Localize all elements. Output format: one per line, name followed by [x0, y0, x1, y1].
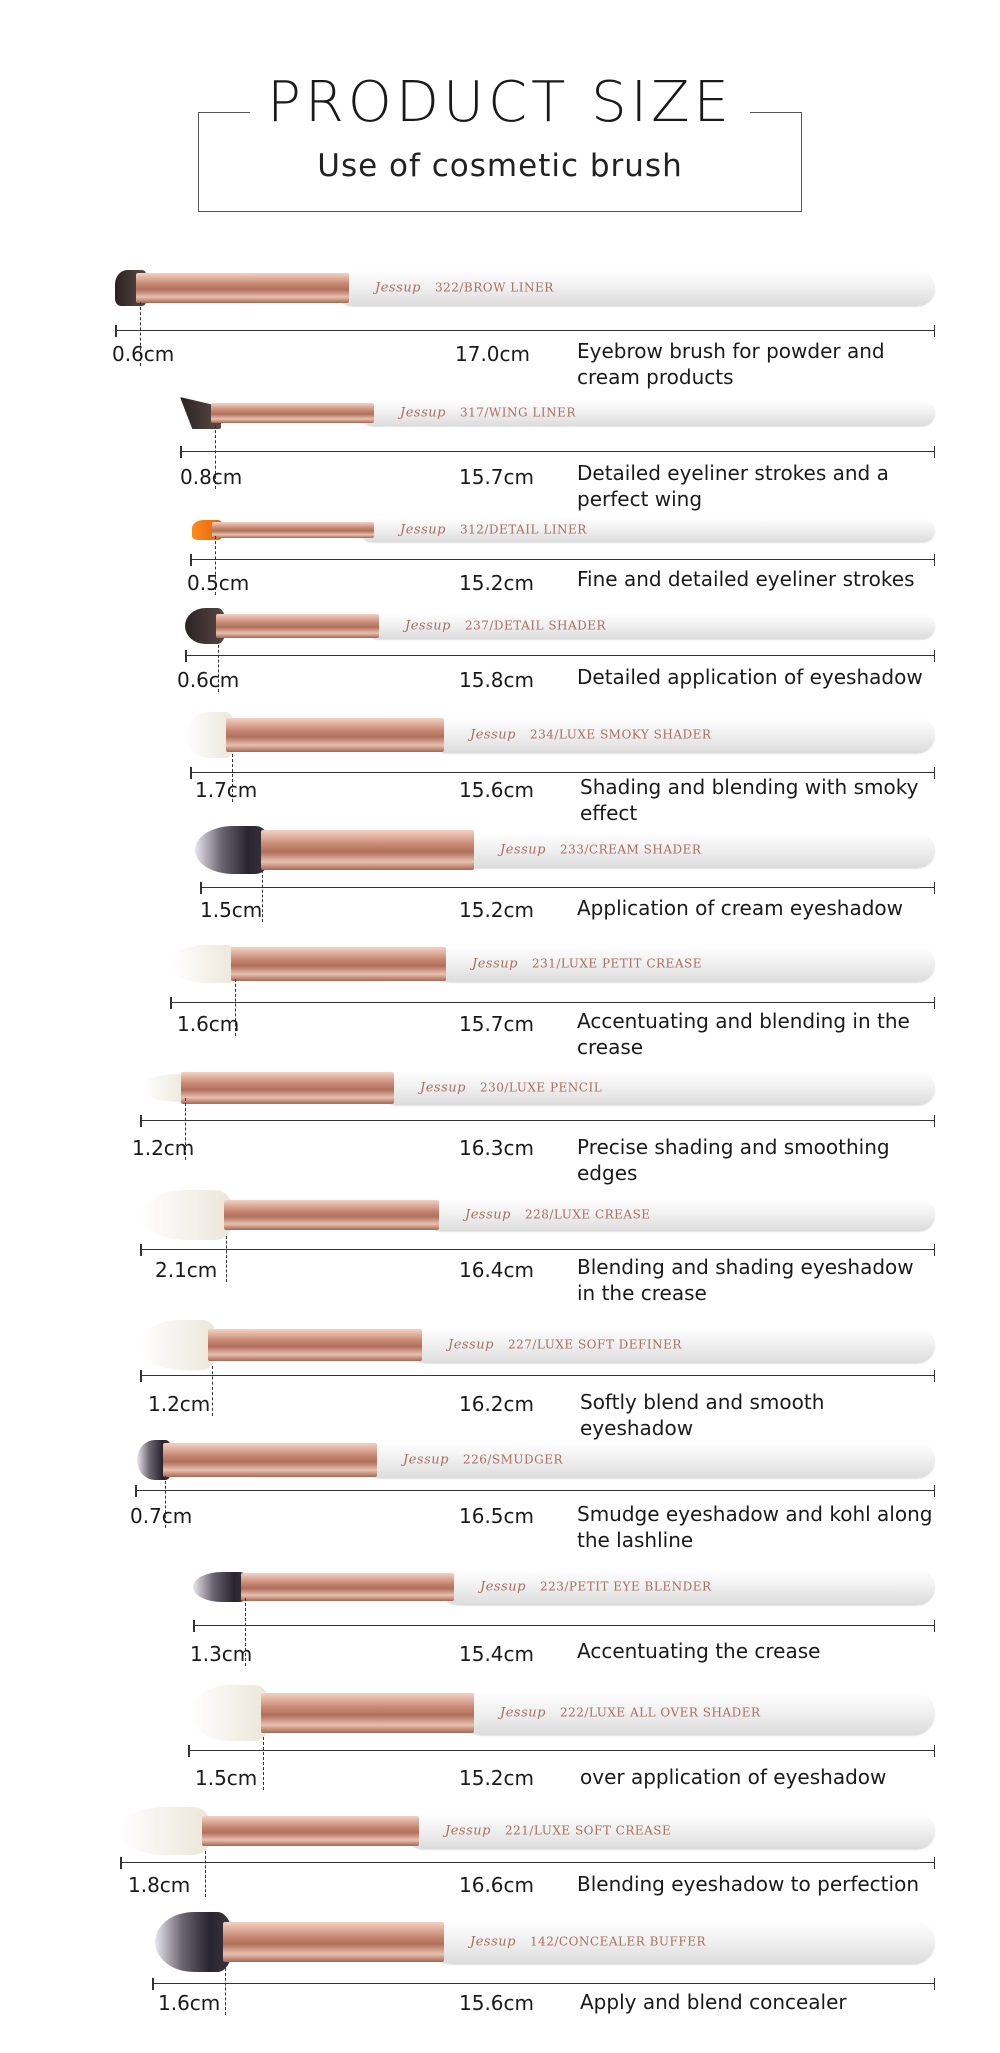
brush-ferrule	[181, 1072, 394, 1104]
brush-ferrule	[208, 1329, 422, 1361]
brush-label	[500, 1706, 761, 1721]
brush-ferrule	[224, 1200, 439, 1230]
brush-image	[190, 1683, 935, 1743]
total-length: 15.2cm	[459, 571, 535, 595]
total-length: 15.4cm	[459, 1642, 535, 1666]
tip-length-marker	[205, 1851, 206, 1897]
brush-ferrule	[136, 273, 349, 303]
brush-bristle	[118, 1807, 212, 1855]
brush-image	[185, 705, 935, 765]
brush-description: over application of eyeshadow	[580, 1765, 887, 1789]
brush-ferrule	[211, 403, 374, 423]
brush-model-label: 233/CREAM SHADER	[559, 842, 702, 857]
brush-ferrule	[163, 1443, 377, 1477]
tip-length: 1.6cm	[177, 1012, 240, 1036]
brush-description: Blending and shading eyeshadow in the crease	[577, 1255, 914, 1305]
tip-length: 0.8cm	[180, 465, 243, 489]
brand-logo: Jessup	[500, 1705, 546, 1721]
total-length: 17.0cm	[455, 342, 531, 366]
tip-length-marker	[226, 1236, 227, 1282]
total-length: 15.2cm	[459, 898, 535, 922]
brand-logo: Jessup	[405, 618, 451, 634]
brush-ferrule	[223, 1922, 444, 1962]
brush-model-label: 230/LUXE PENCIL	[479, 1080, 603, 1095]
length-ruler	[135, 1490, 935, 1501]
brand-logo: Jessup	[375, 280, 421, 296]
total-length: 15.7cm	[459, 465, 535, 489]
brush-image	[140, 1185, 935, 1245]
brush-ferrule	[226, 718, 444, 752]
tip-length: 0.5cm	[187, 571, 250, 595]
brand-logo: Jessup	[420, 1080, 466, 1096]
brush-bristle	[140, 1320, 218, 1370]
brush-bristle	[140, 1190, 234, 1240]
brush-label	[400, 406, 576, 421]
total-length: 15.7cm	[459, 1012, 535, 1036]
tip-length: 0.7cm	[130, 1504, 193, 1528]
brush-model-label: 237/DETAIL SHADER	[464, 618, 607, 633]
brush-image	[170, 934, 935, 994]
brand-logo: Jessup	[465, 1207, 511, 1223]
brush-label	[500, 843, 701, 858]
total-length: 15.2cm	[459, 1766, 535, 1790]
brush-label	[480, 1580, 712, 1595]
length-ruler	[188, 1750, 935, 1761]
brush-ferrule	[241, 1573, 454, 1601]
brush-image	[193, 1557, 935, 1617]
brush-model-label: 142/CONCEALER BUFFER	[529, 1934, 706, 1949]
brush-model-label: 322/BROW LINER	[434, 280, 554, 295]
brush-image	[142, 1058, 935, 1118]
brush-label	[375, 281, 554, 296]
total-length: 15.8cm	[459, 668, 535, 692]
total-length: 16.5cm	[459, 1504, 535, 1528]
brush-description: Softly blend and smooth eyeshadow	[580, 1390, 825, 1440]
brush-description: Smudge eyeshadow and kohl along the lashline	[577, 1502, 933, 1552]
brush-ferrule	[261, 830, 474, 870]
tip-length: 1.5cm	[200, 898, 263, 922]
brush-model-label: 221/LUXE SOFT CREASE	[504, 1823, 672, 1838]
brush-ferrule	[216, 614, 379, 638]
brand-logo: Jessup	[470, 727, 516, 743]
brush-description: Fine and detailed eyeliner strokes	[577, 567, 915, 591]
tip-length: 0.6cm	[177, 668, 240, 692]
brush-model-label: 317/WING LINER	[459, 405, 576, 420]
tip-length-marker	[225, 1968, 226, 2015]
total-length: 15.6cm	[459, 1991, 535, 2015]
brush-label	[445, 1824, 671, 1839]
brush-description: Detailed eyeliner strokes and a perfect wing	[577, 461, 889, 511]
brush-description: Eyebrow brush for powder and cream products	[577, 339, 885, 389]
brush-bristle	[190, 1685, 271, 1741]
tip-length: 0.6cm	[112, 342, 175, 366]
tip-length: 1.2cm	[148, 1392, 211, 1416]
brush-image	[118, 1801, 935, 1861]
tip-length: 1.6cm	[158, 1991, 221, 2015]
brush-label	[403, 1453, 563, 1468]
page-subtitle: Use of cosmetic brush	[317, 148, 683, 184]
tip-length: 1.8cm	[128, 1873, 191, 1897]
brush-label	[400, 523, 587, 538]
brush-description: Accentuating and blending in the crease	[577, 1009, 910, 1059]
brush-model-label: 223/PETIT EYE BLENDER	[539, 1579, 712, 1594]
brand-logo: Jessup	[500, 842, 546, 858]
brush-ferrule	[202, 1816, 419, 1846]
length-ruler	[140, 1375, 935, 1386]
brush-bristle	[155, 1912, 233, 1972]
brush-description: Shading and blending with smoky effect	[580, 775, 919, 825]
tip-length: 2.1cm	[155, 1258, 218, 1282]
brush-image	[137, 1430, 935, 1490]
brush-label	[470, 728, 711, 743]
brush-label	[448, 1338, 682, 1353]
total-length: 16.6cm	[459, 1873, 535, 1897]
brush-description: Apply and blend concealer	[580, 1990, 847, 2014]
tip-length-marker	[263, 1737, 264, 1790]
tip-length: 1.3cm	[190, 1642, 253, 1666]
brush-model-label: 222/LUXE ALL OVER SHADER	[559, 1705, 761, 1720]
brush-model-label: 234/LUXE SMOKY SHADER	[529, 727, 712, 742]
brush-model-label: 227/LUXE SOFT DEFINER	[507, 1337, 682, 1352]
brush-ferrule	[261, 1693, 474, 1733]
length-ruler	[140, 1120, 935, 1131]
brush-label	[405, 619, 606, 634]
brush-description: Blending eyeshadow to perfection	[577, 1872, 919, 1896]
brand-logo: Jessup	[445, 1823, 491, 1839]
brush-description: Precise shading and smoothing edges	[577, 1135, 890, 1185]
brush-description: Detailed application of eyeshadow	[577, 665, 923, 689]
page-title: PRODUCT SIZE	[250, 70, 750, 136]
brush-image	[185, 596, 935, 656]
brush-ferrule	[212, 522, 374, 538]
length-ruler	[193, 1625, 935, 1636]
brush-model-label: 228/LUXE CREASE	[524, 1207, 651, 1222]
total-length: 16.2cm	[459, 1392, 535, 1416]
brand-logo: Jessup	[403, 1452, 449, 1468]
brand-logo: Jessup	[472, 956, 518, 972]
brush-image	[195, 820, 935, 880]
brand-logo: Jessup	[470, 1934, 516, 1950]
tip-length: 1.5cm	[195, 1766, 258, 1790]
brush-label	[472, 957, 702, 972]
brand-logo: Jessup	[400, 405, 446, 421]
brush-bristle	[195, 826, 271, 874]
brush-image	[192, 500, 935, 560]
brush-description: Accentuating the crease	[577, 1639, 821, 1663]
tip-length: 1.2cm	[132, 1136, 195, 1160]
brand-logo: Jessup	[480, 1579, 526, 1595]
brush-model-label: 226/SMUDGER	[462, 1452, 564, 1467]
tip-length-marker	[212, 1366, 213, 1416]
brush-image	[140, 1315, 935, 1375]
brand-logo: Jessup	[400, 522, 446, 538]
brush-ferrule	[231, 947, 446, 981]
brush-label	[465, 1208, 651, 1223]
brush-image	[115, 258, 935, 318]
brush-label	[470, 1935, 706, 1950]
brush-image	[155, 1912, 935, 1972]
total-length: 16.4cm	[459, 1258, 535, 1282]
brush-description: Application of cream eyeshadow	[577, 896, 904, 920]
brush-image	[180, 383, 935, 443]
brush-model-label: 312/DETAIL LINER	[459, 522, 587, 537]
brush-model-label: 231/LUXE PETIT CREASE	[531, 956, 702, 971]
total-length: 16.3cm	[459, 1136, 535, 1160]
tip-length: 1.7cm	[195, 778, 258, 802]
brand-logo: Jessup	[448, 1337, 494, 1353]
brush-label	[420, 1081, 602, 1096]
total-length: 15.6cm	[459, 778, 535, 802]
